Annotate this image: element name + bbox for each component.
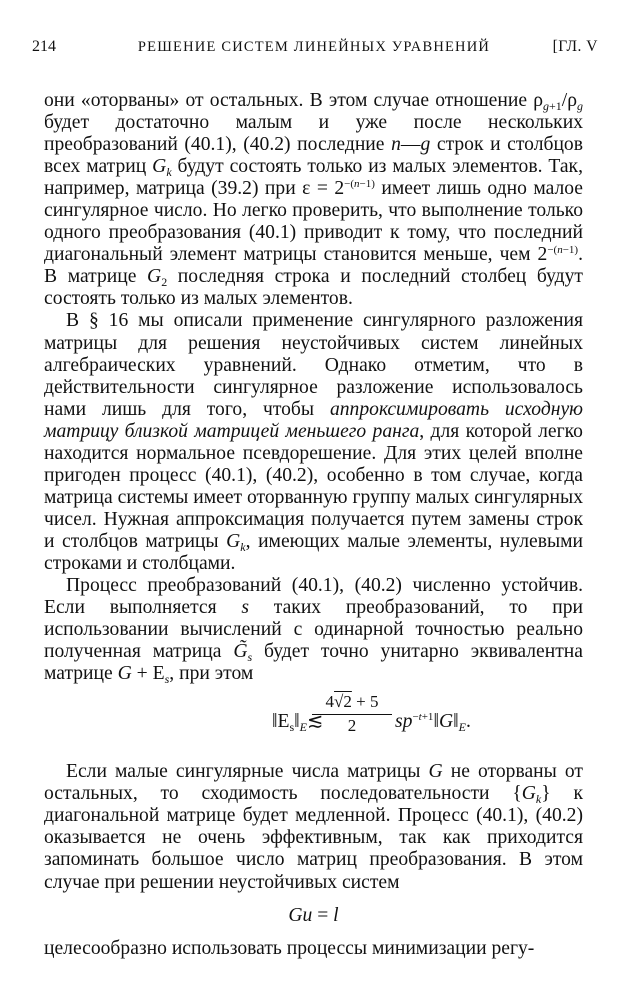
- chapter-label: [ГЛ. V: [552, 38, 598, 55]
- paragraph-4: Если малые сингулярные числа матрицы G не оторваны от остальных, то сходимость последовательности $\{G_k\}$ к диагональной матрице будет медленной. Процесс (40.1), (40.2) оказывается не очень эффективным, так как приходится запоминать большое число матриц преобразования. В этом случае при решении неустойчивых систем: [44, 761, 583, 893]
- paragraph-3: Процесс преобразований (40.1), (40.2) численно устойчив. Если выполняется s таких преобразований, то при использовании вычислений с одинарной точностью реально полученная матрица $G̃_s$ будет точно унитарно эквивалентна матрице $G + E_s$, при этом: [44, 575, 583, 687]
- paragraph-1: [44, 90, 583, 310]
- formula-rhs: $sp^{-t+1}‖G‖_E$.: [395, 711, 471, 735]
- page-body: [44, 90, 583, 960]
- paragraph-2: В § 16 мы описали применение сингулярного разложения матрицы для решения неустойчивых систем линейных алгебраических уравнений. Однако отметим, что в действительности сингулярное разложение использовалось нами лишь для того, чтобы аппроксимировать исходную матрицу близкой матрицей меньшего ранга, для которой легко находится нормальное псевдорешение. Для этих целей вполне пригоден процесс (40.1), (40.2), особенно в том случае, когда матрица системы имеет оторванную группу малых сингулярных чисел. Нужная аппроксимация получается путем замены строк и столбцов матрицы $G_k$, имеющих малые элементы, нулевыми строками и столбцами.: [44, 310, 583, 574]
- formula-fraction: [312, 691, 392, 737]
- page-number: 214: [32, 38, 56, 55]
- formula-lhs: $‖E_s‖_E≲$: [272, 711, 324, 735]
- formula-system: Gu = l: [288, 904, 339, 926]
- formula-error-bound: [44, 691, 583, 755]
- fraction-numerator: 4√2 + 5: [312, 691, 392, 715]
- running-title: РЕШЕНИЕ СИСТЕМ ЛИНЕЙНЫХ УРАВНЕНИЙ: [137, 39, 491, 55]
- paragraph-1-text: они «оторваны» от остальных. В этом случае отношение $\rho_{g+1}/\rho_g$ будет достаточно малым и уже после нескольких преобразований (40.1), (40.2) последние n—g строк и столбцов всех матриц $G_k$ будут состоять только из малых элементов. Так, например, матрица (39.2) при $\varepsilon = 2^{-(n-1)}$ имеет лишь одно малое сингулярное число. Но легко проверить, что выполнение только одного преобразования (40.1) приводит к тому, что последний диагональный элемент матрицы становится меньше, чем $2^{-(n-1)}$. В матрице $G_2$ последняя строка и последний столбец будут состоять только из малых элементов.: [44, 90, 584, 310]
- paragraph-5: целесообразно использовать процессы минимизации регу-: [44, 937, 535, 959]
- fraction-denominator: 2: [347, 716, 357, 736]
- page-header: [30, 38, 598, 62]
